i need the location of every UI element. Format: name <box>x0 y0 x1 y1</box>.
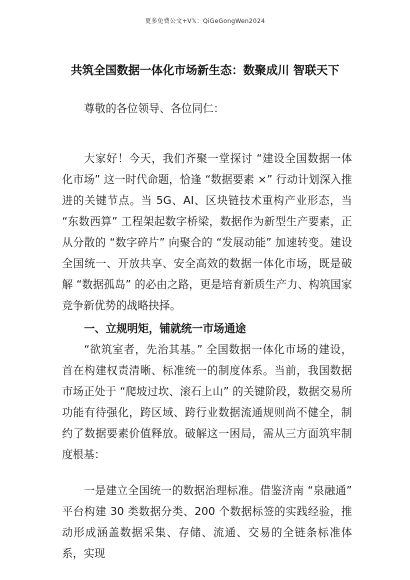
paragraph-text: 大家好！今天，我们齐聚一堂探讨 “建设全国数据一体化市场” 这一时代命题，恰逢 “数据要素 ×” 行动计划深入推进的关键节点。当 5G、AI、区块链技术重构产业形态，当 “东数西算” 工程架起数字桥梁，数据作为新型生产要素，正从分散的 “数字碎片” 向聚合的 “发展动能” 加速转变。建设全国统一、开放共享、安全高效的数据一体化市场，既是破解 “数据孤岛” 的必由之路，更是培育新质生产力、构筑国家竞争新优势的战略抉择。 <box>62 152 352 312</box>
header-note: 更多免费公文+V𝕏：QiGeGongWen2024 <box>145 18 265 25</box>
paragraph-text: 一是建立全国统一的数据治理标准。借鉴济南 “泉融通” 平台构建 30 类数据分类、200 个数据标签的实践经验，推动形成涵盖数据采集、存储、流通、交易的全链条标准体系，实现 <box>62 484 352 560</box>
paragraph-intro <box>62 148 352 316</box>
paragraph-section-1 <box>62 339 352 465</box>
document-title: 共筑全国数据一体化市场新生态：数聚成川 智联天下 <box>70 63 340 77</box>
greeting: 尊敬的各位领导、各位同仁： <box>84 102 225 115</box>
section-heading-1: 一、立规明矩，铺就统一市场通途 <box>84 322 246 335</box>
paragraph-section-1-point-1 <box>62 480 352 564</box>
paragraph-text: “欲筑室者，先治其基。” 全国数据一体化市场的建设，首在构建权责清晰、标准统一的制度体系。当前，我国数据市场正处于 “爬坡过坎、滚石上山” 的关键阶段，数据交易所功能有待强化，跨区域、跨行业数据流通规则尚不健全，制约了数据要素价值释放。破解这一困局，需从三方面筑牢制度根基： <box>62 343 352 461</box>
